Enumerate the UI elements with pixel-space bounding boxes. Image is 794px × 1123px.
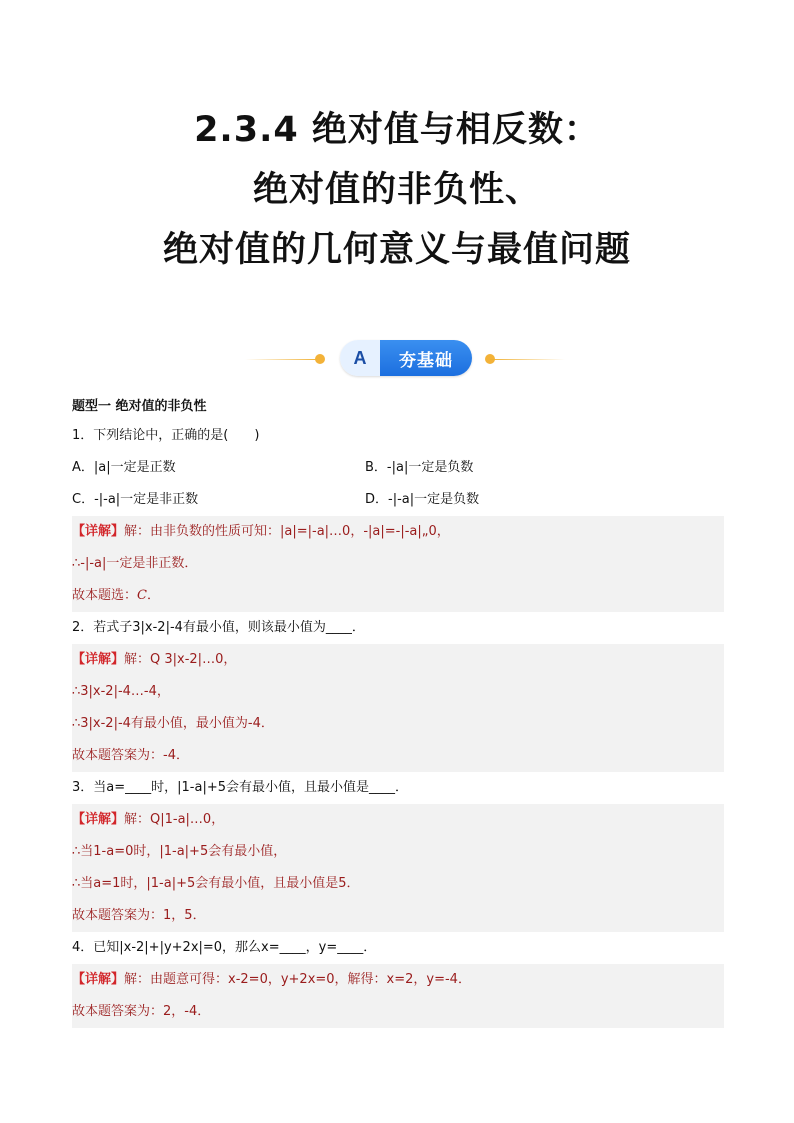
solution-text: 故本题答案为： (72, 908, 164, 923)
solution-text: ∴-|-a|一定是非正数． (72, 556, 198, 571)
banner-dot-left (315, 354, 325, 364)
question-2-solution-line-3 (72, 708, 724, 740)
solution-answer: -4 (163, 748, 176, 763)
document-title (0, 100, 794, 280)
question-2-solution-line-4 (72, 740, 724, 772)
question-3-solution-line-1 (72, 804, 724, 836)
question-3-solution-line-4 (72, 900, 724, 932)
solution-text: 解：Q|1-a|…0， (124, 812, 225, 827)
title-line-3: 绝对值的几何意义与最值问题 (162, 230, 631, 270)
solution-tag: 【详解】 (72, 652, 125, 667)
solution-text: ∴当1-a=0时，|1-a|+5会有最小值， (72, 844, 287, 859)
title-line-2: 绝对值的非负性、 (252, 170, 541, 210)
banner-name: 夯基础 (380, 340, 472, 376)
question-1-solution-line-1 (72, 516, 724, 548)
question-1-options-row-2 (72, 484, 724, 516)
question-1-solution-line-2 (72, 548, 724, 580)
solution-text: 解：由题意可得：x-2=0，y+2x=0，解得：x=2，y=-4． (124, 972, 471, 987)
question-4-stem: 4．已知|x-2|+|y+2x|=0，那么x=____，y=____． (72, 940, 377, 955)
section-banner (245, 340, 565, 376)
option-c: C．-|-a|一定是非正数 (72, 492, 199, 507)
solution-text: ∴当a=1时，|1-a|+5会有最小值，且最小值是5． (72, 876, 360, 891)
solution-answer: 2，-4 (163, 1004, 198, 1019)
question-4-solution-line-1 (72, 964, 724, 996)
banner-line-left (245, 359, 320, 360)
solution-text: ． (175, 748, 189, 763)
banner-pill (340, 340, 472, 376)
document-body (72, 394, 724, 1028)
solution-text: ∴3|x-2|-4…-4， (72, 684, 170, 699)
solution-text: 故本题答案为： (72, 1004, 164, 1019)
solution-tag: 【详解】 (72, 812, 125, 827)
solution-tag: 【详解】 (72, 524, 125, 539)
question-1-stem: 1．下列结论中，正确的是( ) (72, 428, 260, 443)
option-d: D．-|-a|一定是负数 (365, 492, 480, 507)
option-a: A．|a|一定是正数 (72, 460, 176, 475)
solution-text: 故本题答案为： (72, 748, 164, 763)
question-3-solution-line-3 (72, 868, 724, 900)
solution-text: ． (192, 908, 206, 923)
banner-line-right (490, 359, 565, 360)
question-2-solution-line-1 (72, 644, 724, 676)
question-2-solution-line-2 (72, 676, 724, 708)
solution-answer: C (137, 588, 147, 603)
question-4-solution-line-2 (72, 996, 724, 1028)
solution-text: ． (146, 588, 160, 603)
solution-text: 解：由非负数的性质可知：|a|=|-a|…0，-|a|=-|-a|„0， (124, 524, 450, 539)
question-3-solution-line-2 (72, 836, 724, 868)
solution-text: 解：Q 3|x-2|…0， (124, 652, 237, 667)
question-1-options-row-1 (72, 452, 724, 484)
question-1-solution-line-3 (72, 580, 724, 612)
solution-text: ． (197, 1004, 211, 1019)
solution-answer: 1，5 (163, 908, 193, 923)
section-heading: 题型一 绝对值的非负性 (72, 399, 207, 414)
title-line-1: 2.3.4 绝对值与相反数： (194, 110, 600, 150)
solution-text: 故本题选： (72, 588, 138, 603)
question-2-stem: 2．若式子3|x-2|-4有最小值，则该最小值为____． (72, 620, 365, 635)
solution-text: ∴3|x-2|-4有最小值，最小值为-4． (72, 716, 274, 731)
question-3-stem: 3．当a=____时，|1-a|+5会有最小值，且最小值是____． (72, 780, 408, 795)
solution-tag: 【详解】 (72, 972, 125, 987)
option-b: B．-|a|一定是负数 (365, 460, 474, 475)
banner-letter: A (340, 340, 380, 376)
